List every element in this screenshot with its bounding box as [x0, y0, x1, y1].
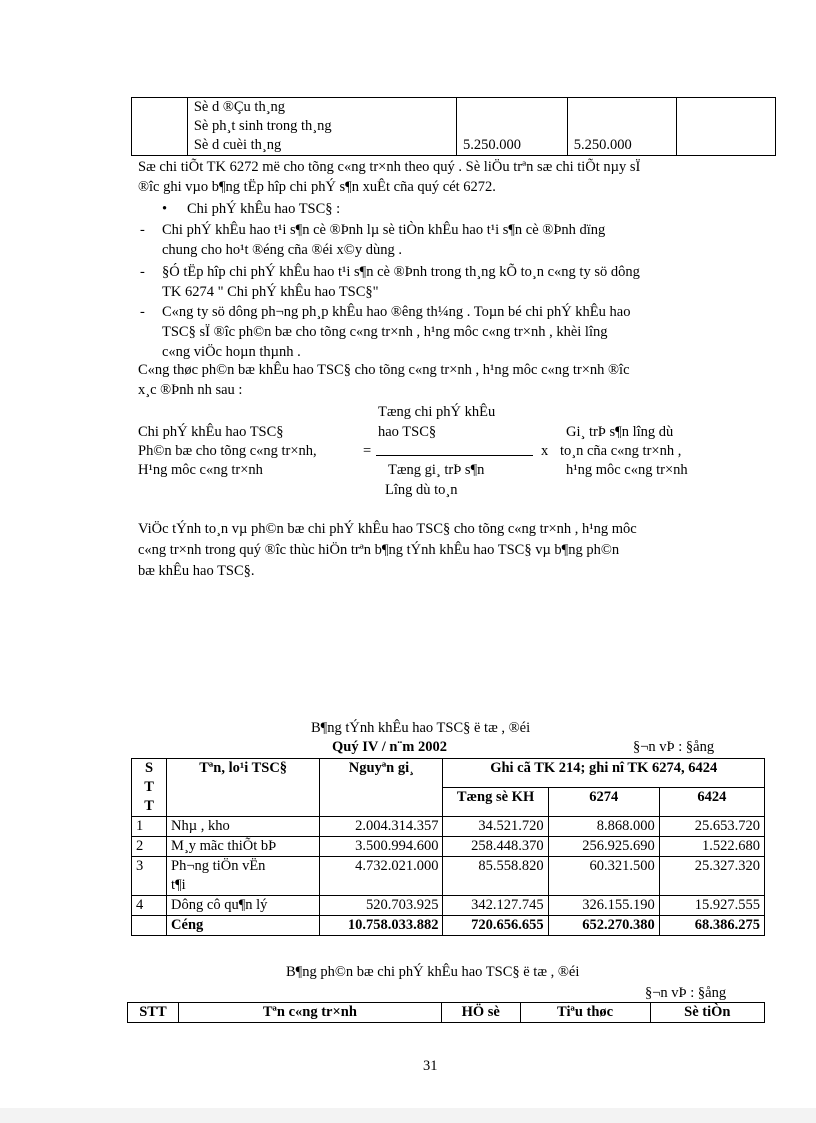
bullet-text: Chi phÝ khÊu hao TSC§ : [187, 201, 341, 217]
paragraph-line: ®îc ghi vµo b¶ng tËp hîp chi phÝ s¶n xuÊt cña quý cét 6272. [138, 179, 496, 195]
paragraph-line: Sæ chi tiÕt TK 6272 më cho tõng c«ng tr×nh theo quý . Sè liÖu trªn sæ chi tiÕt nµy sÏ [138, 159, 641, 175]
formula-right: h¹ng môc c«ng tr×nh [566, 462, 688, 478]
formula-left: Chi phÝ khÊu hao TSC§ [138, 424, 284, 440]
header-group: Ghi cã TK 214; ghi nî TK 6274, 6424 [443, 759, 765, 788]
row-label: Sè d ®Çu th¸ng [193, 99, 286, 115]
table-cell [677, 98, 776, 156]
formula-numerator: Tæng chi phÝ khÊu [378, 404, 496, 420]
header-cost: Nguyªn gi¸ [320, 759, 443, 817]
dash-marker: - [140, 264, 145, 280]
formula-times: x [541, 443, 549, 459]
formula-numerator: hao TSC§ [378, 424, 437, 440]
unit-label: §¬n vÞ : §ång [645, 985, 727, 1001]
fraction-bar [376, 455, 533, 456]
table-cell: 5.250.000 [567, 98, 677, 156]
table-title: B¶ng ph©n bæ chi phÝ khÊu hao TSC§ ë tæ , ®éi [286, 964, 580, 980]
table-subtitle: Quý IV / n¨m 2002 [332, 739, 447, 755]
formula-left: H¹ng môc c«ng tr×nh [138, 462, 263, 478]
bottom-scroll-area [0, 1108, 816, 1123]
header-project: Tªn c«ng tr×nh [178, 1003, 441, 1023]
table-total-row: Céng 10.758.033.882 720.656.655 652.270.380 68.386.275 [132, 916, 765, 936]
paragraph-line: ViÖc tÝnh to¸n vµ ph©n bæ chi phÝ khÊu hao TSC§ cho tõng c«ng tr×nh , h¹ng môc [138, 521, 637, 537]
header-amount: Sè tiÒn [650, 1003, 764, 1023]
bullet-dot: • [162, 201, 168, 217]
table-row: 2 M¸y mãc thiÕt bÞ 3.500.994.600 258.448.370 256.925.690 1.522.680 [132, 837, 765, 857]
table-cell [132, 98, 188, 156]
table-cell-labels [187, 98, 456, 156]
formula-left: Ph©n bæ cho tõng c«ng tr×nh, [138, 443, 317, 459]
header-6424: 6424 [659, 788, 764, 817]
table-row: 3 Ph¬ng tiÖn vËn t¶i 4.732.021.000 85.558.820 60.321.500 25.327.320 [132, 857, 765, 896]
list-item-line: Chi phÝ khÊu hao t¹i s¶n cè ®Þnh lµ sè tiÒn khÊu hao t¹i s¶n cè ®Þnh dïng [162, 222, 606, 238]
list-item-line: chung cho ho¹t ®éng cña ®éi x©y dùng . [162, 242, 402, 258]
allocation-table [127, 1002, 765, 1023]
table-row: 4 Dông cô qu¶n lý 520.703.925 342.127.745 326.155.190 15.927.555 [132, 896, 765, 916]
header-name: Tªn, lo¹i TSC§ [167, 759, 320, 817]
unit-label: §¬n vÞ : §ång [633, 739, 715, 755]
list-item-line: TK 6274 " Chi phÝ khÊu hao TSC§" [162, 284, 379, 300]
paragraph-line: bæ khÊu hao TSC§. [138, 563, 255, 579]
formula-right: Gi¸ trÞ s¶n lîng dù [566, 424, 674, 440]
paragraph-line: C«ng thøc ph©n bæ khÊu hao TSC§ cho tõng c«ng tr×nh , h¹ng môc c«ng tr×nh ®îc [138, 362, 630, 378]
paragraph-line: x¸c ®Þnh nh sau : [138, 382, 243, 398]
formula-denominator: Tæng gi¸ trÞ s¶n [388, 462, 485, 478]
dash-marker: - [140, 222, 145, 238]
paragraph-line: c«ng tr×nh trong quý ®îc thùc hiÖn trªn b¶ng tÝnh khÊu hao TSC§ vµ b¶ng ph©n [138, 542, 620, 558]
formula-equals: = [363, 443, 372, 459]
row-label: Sè d cuèi th¸ng [193, 137, 282, 153]
list-item-line: TSC§ sÏ ®îc ph©n bæ cho tõng c«ng tr×nh , h¹ng môc c«ng tr×nh , khèi lîng [162, 324, 608, 340]
table-cell: 5.250.000 [457, 98, 568, 156]
list-item-line: c«ng viÖc hoµn thµnh . [162, 344, 301, 360]
dash-marker: - [140, 304, 145, 320]
table-row: 1 Nhµ , kho 2.004.314.357 34.521.720 8.868.000 25.653.720 [132, 817, 765, 837]
row-label: Sè ph¸t sinh trong th¸ng [193, 118, 332, 134]
header-stt: STT [128, 1003, 179, 1023]
header-6274: 6274 [548, 788, 659, 817]
list-item-line: §Ó tËp hîp chi phÝ khÊu hao t¹i s¶n cè ®Þnh trong th¸ng kÕ to¸n c«ng ty sö dông [162, 264, 640, 280]
table-title: B¶ng tÝnh khÊu hao TSC§ ë tæ , ®éi [311, 720, 531, 736]
header-criteria: Tiªu thøc [520, 1003, 650, 1023]
summary-table-top [131, 97, 776, 156]
depreciation-table [131, 758, 765, 936]
formula-right: to¸n cña c«ng tr×nh , [560, 443, 682, 459]
list-item-line: C«ng ty sö dông ph¬ng ph¸p khÊu hao ®êng th¼ng . Toµn bé chi phÝ khÊu hao [162, 304, 631, 320]
page-number: 31 [423, 1058, 438, 1074]
formula-denominator: Lîng dù to¸n [385, 482, 458, 498]
header-stt: S T T [132, 759, 167, 817]
header-coefficient: HÖ sè [441, 1003, 520, 1023]
header-total: Tæng sè KH [443, 788, 548, 817]
